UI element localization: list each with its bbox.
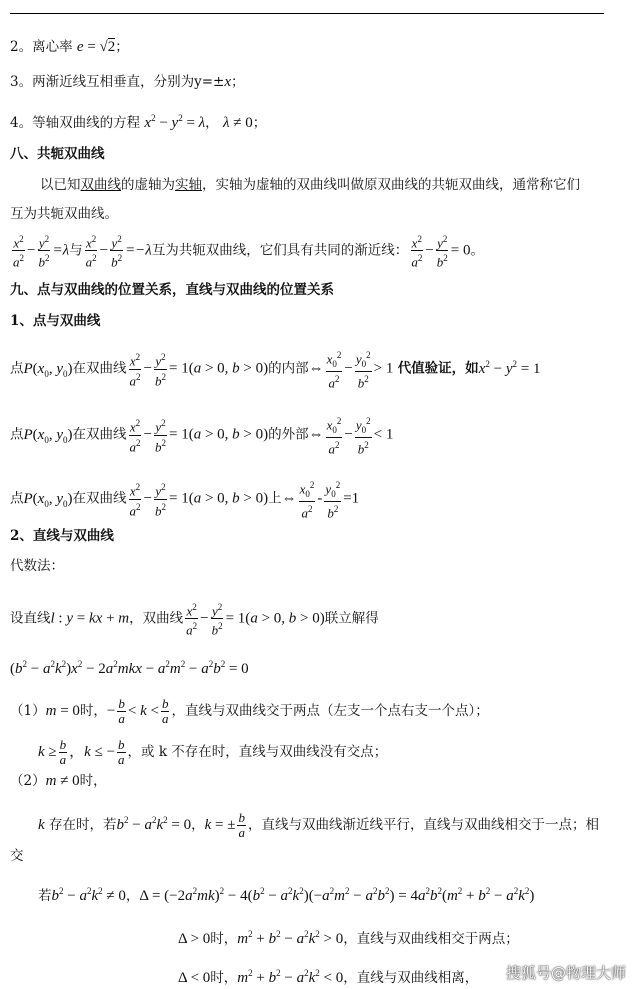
case-2a: k 存在时，若$b^2 - a^2k^2 = 0$，k = ± $\frac{b}{a}$ ，直线与双曲线渐近线平行，直线与双曲线相交于一点；相 — [38, 810, 599, 840]
line-asymptotes: 3。两渐近线互相垂直，分别为y=±x； — [10, 74, 245, 90]
point-on: 点$P(x_0$, $y_0$)在双曲线 $\frac{x^2}{a^2}$ − $\frac{y^2}{b^2}$ = 1(a > 0, b > 0)上⇔ $\frac{x_0^2}{a^2}$ - $\frac{y_0^2}{b^2}$ =1 — [10, 480, 360, 521]
point-outside: 点$P(x_0$, $y_0$)在双曲线 $\frac{x^2}{a^2}$ − $\frac{y^2}{b^2}$ = 1(a > 0, b > 0)的外部⇔ $\frac{x_0^2}{a^2}$ − $\frac{y_0^2}{b^2}$ < 1 — [10, 416, 394, 457]
case-1b: k ≥ $\frac{b}{a}$ ，k ≤ − $\frac{b}{a}$ ，或 k 不存在时，直线与双曲线没有交点； — [38, 737, 388, 767]
para-conjugate-1: 以已知双曲线的虚轴为实轴，实轴为虚轴的双曲线叫做原双曲线的共轭双曲线，通常称它们 — [40, 177, 580, 193]
point-inside: 点$P(x_0$, $y_0$)在双曲线 $\frac{x^2}{a^2}$ − $\frac{y^2}{b^2}$ = 1(a > 0, b > 0)的内部⇔ $\frac{x_0^2}{a^2}$ − $\frac{y_0^2}{b^2}$ > 1 代值验证，如$x^2 - y^2 = 1$ — [10, 350, 541, 391]
para-conjugate-2: 互为共轭双曲线。 — [10, 206, 118, 222]
delta-positive: Δ > 0时，$m^2 + b^2 - a^2k^2 > 0$，直线与双曲线相交于两点； — [178, 929, 519, 947]
case-1: （1）m = 0时，− $\frac{b}{a}$ < k < $\frac{b}{a}$ ，直线与双曲线交于两点（左支一个点右支一个点）； — [10, 696, 489, 726]
para-conjugate-3: $\frac{x^2}{a^2}$ − $\frac{y^2}{b^2}$ =λ与 $\frac{x^2}{a^2}$ − $\frac{y^2}{b^2}$ =−λ互为共轭双曲线，它们具有共同的渐近线： $\frac{x^2}{a^2}$ − $\frac{y^2}{b^2}$ = 0。 — [13, 234, 484, 270]
algebraic-method: 代数法： — [10, 558, 64, 574]
case-2: （2）m ≠ 0时， — [10, 773, 107, 789]
case-2a-wrap: 交 — [10, 848, 24, 864]
line-setup: 设直线l : y = kx + m，双曲线 $\frac{x^2}{a^2}$ − $\frac{y^2}{b^2}$ = 1(a > 0, b > 0)联立解得 — [10, 602, 379, 638]
section-9-heading: 九、点与双曲线的位置关系，直线与双曲线的位置关系 — [10, 282, 334, 298]
formula-equilateral: $x^2 - y^2 = \lambda$ — [144, 113, 206, 131]
watermark: 搜狐号@物理大师 — [505, 964, 626, 982]
subsection-line: 2、直线与双曲线 — [10, 528, 114, 544]
subsection-point: 1、点与双曲线 — [10, 313, 101, 329]
line-equilateral: 4。等轴双曲线的方程 $x^2 - y^2 = \lambda$， λ ≠ 0； — [10, 113, 267, 131]
case-2b: 若$b^2 - a^2k^2 \ne 0$，$\Delta = (-2a^2mk)^2 - 4(b^2 - a^2k^2)(-a^2m^2 - a^2b^2) = 4a^2b^2(m^2 + b^2 - a^2k^2)$ — [38, 886, 535, 904]
formula-eccentricity: e = √2 — [76, 39, 116, 55]
section-8-heading: 八、共轭双曲线 — [10, 146, 105, 162]
delta-negative: Δ < 0时，$m^2 + b^2 - a^2k^2 < 0$，直线与双曲线相离， — [178, 968, 479, 986]
top-rule — [10, 13, 604, 14]
quadratic-equation: $(b^2 - a^2k^2)x^2 - 2a^2mkx - a^2m^2 - a^2b^2 = 0$ — [10, 659, 249, 677]
line-eccentricity: 2。离心率 e = √2； — [10, 39, 129, 55]
